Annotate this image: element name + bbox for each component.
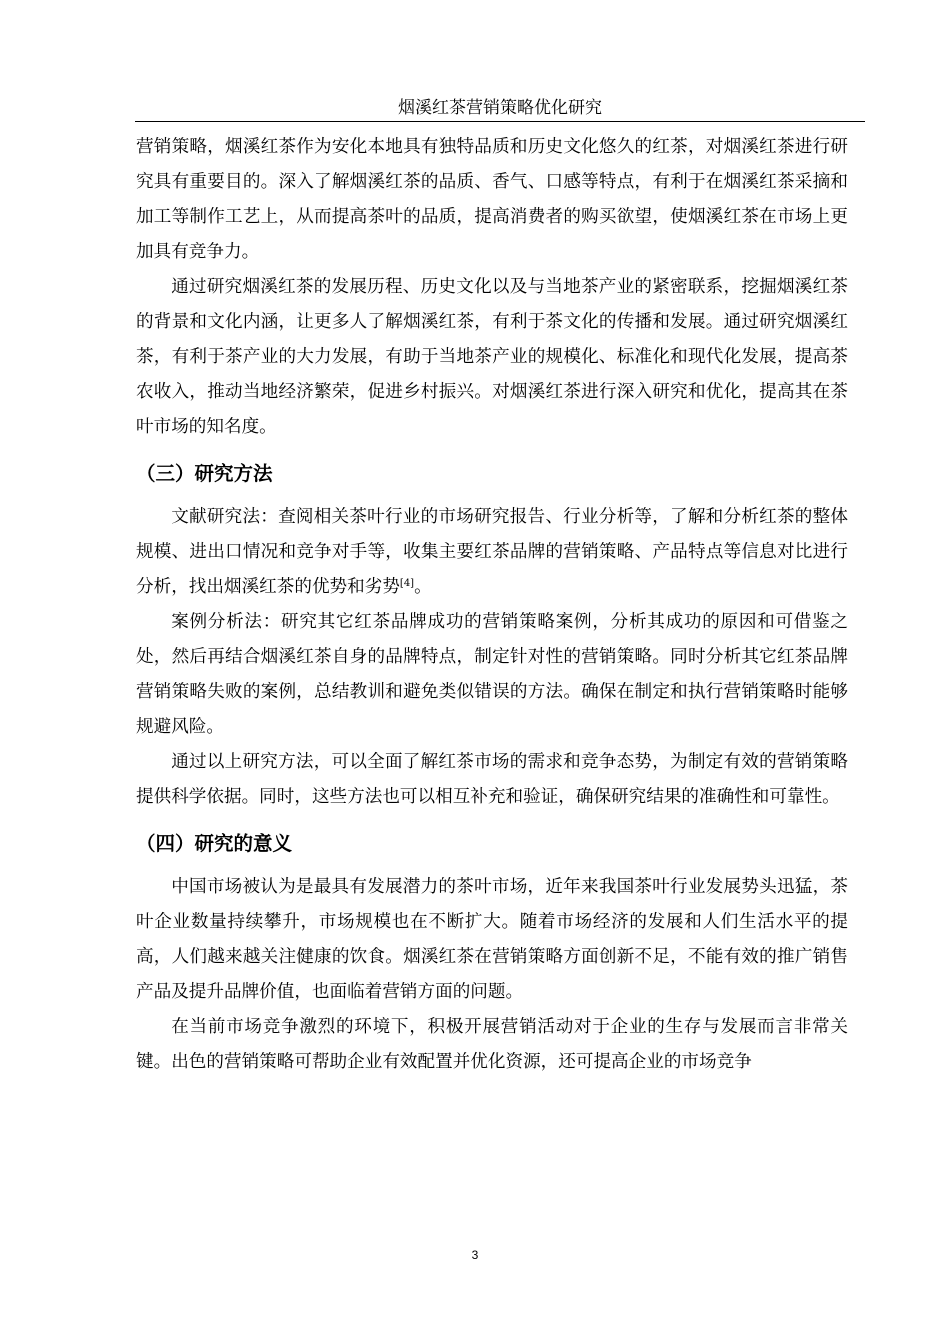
paragraph-research-purpose: 通过研究烟溪红茶的发展历程、历史文化以及与当地茶产业的紧密联系，挖掘烟溪红茶的背景和文化内涵，让更多人了解烟溪红茶，有利于茶文化的传播和发展。通过研究烟溪红茶，有利于茶产业的大力发展，有助于当地茶产业的规模化、标准化和现代化发展，提高茶农收入，推动当地经济繁荣，促进乡村振兴。对烟溪红茶进行深入研究和优化，提高其在茶叶市场的知名度。 (136, 277, 848, 437)
paragraph-literature-method (136, 500, 848, 605)
page-number: 3 (471, 1248, 479, 1262)
running-header: 烟溪红茶营销策略优化研究 (398, 98, 602, 118)
literature-method-text: 文献研究法：查阅相关茶叶行业的市场研究报告、行业分析等，了解和分析红茶的整体规模、进出口情况和竞争对手等，收集主要红茶品牌的营销策略、产品特点等信息对比进行分析，找出烟溪红茶的优势和劣势 (136, 507, 848, 597)
page-body (136, 130, 848, 1080)
paragraph-methods-summary: 通过以上研究方法，可以全面了解红茶市场的需求和竞争态势，为制定有效的营销策略提供科学依据。同时，这些方法也可以相互补充和验证，确保研究结果的准确性和可靠性。 (136, 752, 848, 807)
paragraph-case-method: 案例分析法：研究其它红茶品牌成功的营销策略案例，分析其成功的原因和可借鉴之处，然后再结合烟溪红茶自身的品牌特点，制定针对性的营销策略。同时分析其它红茶品牌营销策略失败的案例，总结教训和避免类似错误的方法。确保在制定和执行营销策略时能够规避风险。 (136, 612, 848, 737)
section-heading-research-methods: （三）研究方法 (136, 462, 273, 485)
paragraph-marketing-importance: 在当前市场竞争激烈的环境下，积极开展营销活动对于企业的生存与发展而言非常关键。出色的营销策略可帮助企业有效配置并优化资源，还可提高企业的市场竞争 (136, 1017, 848, 1072)
header-rule (135, 121, 865, 122)
paragraph-market-background: 中国市场被认为是最具有发展潜力的茶叶市场，近年来我国茶叶行业发展势头迅猛，茶叶企业数量持续攀升，市场规模也在不断扩大。随着市场经济的发展和人们生活水平的提高，人们越来越关注健康的饮食。烟溪红茶在营销策略方面创新不足，不能有效的推广销售产品及提升品牌价值，也面临着营销方面的问题。 (136, 877, 848, 1002)
paragraph-continued: 营销策略，烟溪红茶作为安化本地具有独特品质和历史文化悠久的红茶，对烟溪红茶进行研究具有重要目的。深入了解烟溪红茶的品质、香气、口感等特点，有利于在烟溪红茶采摘和加工等制作工艺上，从而提高茶叶的品质，提高消费者的购买欲望，使烟溪红茶在市场上更加具有竞争力。 (136, 137, 848, 262)
citation-ref: [4] (399, 578, 415, 589)
literature-method-end: 。 (414, 577, 432, 597)
section-heading-research-significance: （四）研究的意义 (136, 832, 293, 855)
